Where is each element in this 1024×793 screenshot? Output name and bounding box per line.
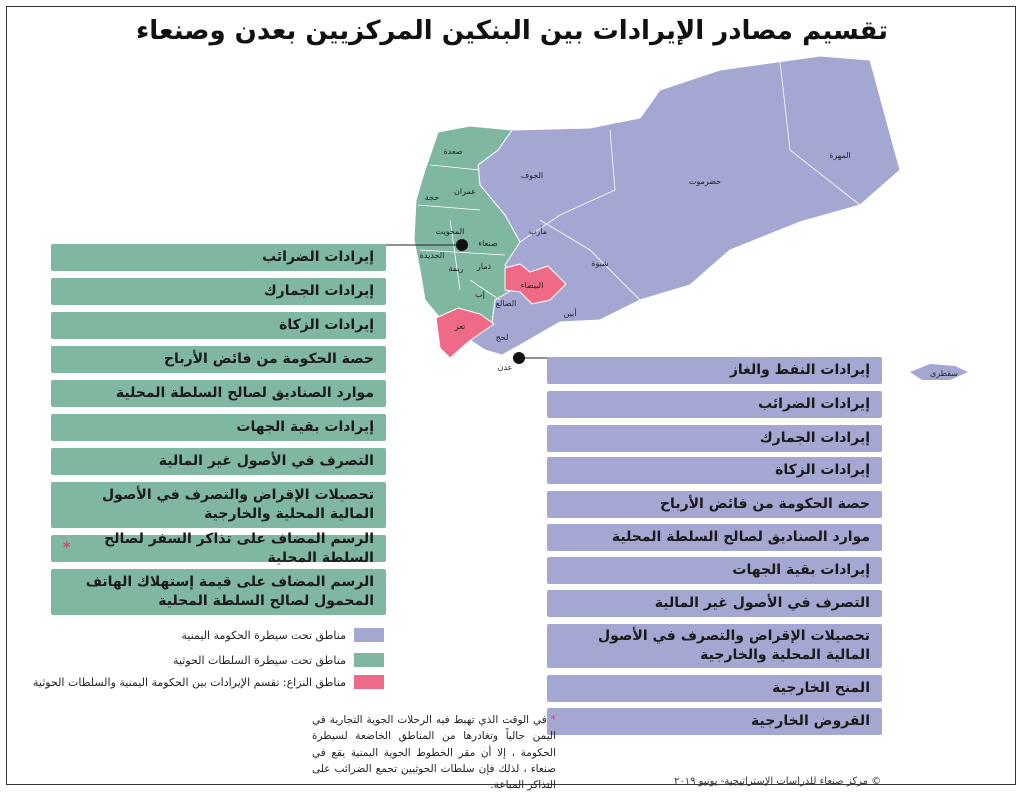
label-bayda: البيضاء <box>520 281 544 290</box>
sanaa-item-2: إيرادات الجمارك <box>51 278 386 305</box>
aden-item-2: إيرادات الضرائب <box>547 391 882 418</box>
legend-houthi-swatch <box>354 653 384 667</box>
aden-item-10: المنح الخارجية <box>547 675 882 702</box>
legend-contested <box>33 675 384 689</box>
region-government <box>470 56 900 355</box>
aden-item-4: إيرادات الزكاة <box>547 457 882 484</box>
sanaa-item-9 <box>51 530 386 566</box>
page-title: تقسيم مصادر الإيرادات بين البنكين المركزيين بعدن وصنعاء <box>135 16 889 46</box>
legend-government <box>181 628 384 642</box>
label-ibb: إب <box>475 290 485 299</box>
label-dhale: الضالع <box>495 299 517 308</box>
sanaa-item-4: حصة الحكومة من فائض الأرباح <box>51 346 386 373</box>
label-aden: عدن <box>497 363 513 372</box>
sanaa-item-5: موارد الصناديق لصالح السلطة المحلية <box>51 380 386 407</box>
aden-item-6: موارد الصناديق لصالح السلطة المحلية <box>547 524 882 551</box>
footnote-text: في الوقت الذي تهبط فيه الرحلات الجوية التجارية في اليمن حالياً وتغادرها من المناطق الخاضعة لسيطرة الحكومة ، إلا أن مقر الخطوط الجوية اليمنية يقع في صنعاء ، لذلك فإن سلطات الحوثيين تجمع الضرائب على التذاكر المباعة. <box>312 714 556 792</box>
sanaa-marker-icon <box>456 239 468 251</box>
label-socotra: سقطرى <box>930 369 958 378</box>
footnote-star-marker: * <box>550 714 557 726</box>
label-mahra: المهرة <box>829 151 851 160</box>
aden-marker-icon <box>513 352 525 364</box>
label-taiz: تعز <box>454 322 466 331</box>
legend-contested-label: مناطق النزاع: تقسم الإيرادات بين الحكومة اليمنية والسلطات الحوثية <box>33 675 346 689</box>
label-hodeidah: الحديدة <box>419 251 445 260</box>
aden-item-8: التصرف في الأصول غير المالية <box>547 590 882 617</box>
aden-item-11: القروض الخارجية <box>547 708 882 735</box>
label-hadramawt: حضرموت <box>688 177 722 186</box>
footnote-star: * <box>63 540 71 557</box>
label-dhamar: ذمار <box>476 262 492 271</box>
sanaa-item-3: إيرادات الزكاة <box>51 312 386 339</box>
aden-item-9: تحصيلات الإقراض والتصرف في الأصول المالية المحلية والخارجية <box>547 624 882 668</box>
label-jawf: الجوف <box>520 171 544 180</box>
legend-houthi-label: مناطق تحت سيطرة السلطات الحوثية <box>173 653 346 667</box>
label-mahwit: المحويت <box>435 227 465 236</box>
sanaa-item-9-label: الرسم المضاف على تذاكر السفر لصالح السلطة المحلية <box>104 530 374 566</box>
label-sanaa: صنعاء <box>478 239 498 248</box>
sanaa-item-1: إيرادات الضرائب <box>51 244 386 271</box>
legend-government-swatch <box>354 628 384 642</box>
aden-item-1: إيرادات النفط والغاز <box>547 357 882 384</box>
label-shabwa: شبوة <box>591 259 609 268</box>
aden-item-3: إيرادات الجمارك <box>547 425 882 452</box>
footnote <box>312 712 556 793</box>
sanaa-item-7: التصرف في الأصول غير المالية <box>51 448 386 475</box>
legend-contested-swatch <box>354 675 384 689</box>
label-amran: عمران <box>454 187 476 196</box>
legend-houthi <box>173 653 384 667</box>
label-hajjah: حجة <box>424 193 440 202</box>
label-abyan: أبين <box>563 309 577 318</box>
label-marib: مأرب <box>528 227 548 236</box>
label-lahj: لحج <box>495 333 509 342</box>
label-raymah: ريمة <box>448 264 464 273</box>
aden-item-5: حصة الحكومة من فائض الأرباح <box>547 491 882 518</box>
sanaa-item-10: الرسم المضاف على قيمة إستهلاك الهاتف المحمول لصالح السلطة المحلية <box>51 569 386 615</box>
sanaa-item-8: تحصيلات الإقراض والتصرف في الأصول المالية المحلية والخارجية <box>51 482 386 528</box>
credit: © مركز صنعاء للدراسات الإستراتيجية- يونيو ٢٠١٩ <box>674 776 882 787</box>
label-saada: صعدة <box>443 147 463 156</box>
legend-government-label: مناطق تحت سيطرة الحكومة اليمنية <box>181 628 346 642</box>
sanaa-item-6: إيرادات بقية الجهات <box>51 414 386 441</box>
aden-item-7: إيرادات بقية الجهات <box>547 557 882 584</box>
